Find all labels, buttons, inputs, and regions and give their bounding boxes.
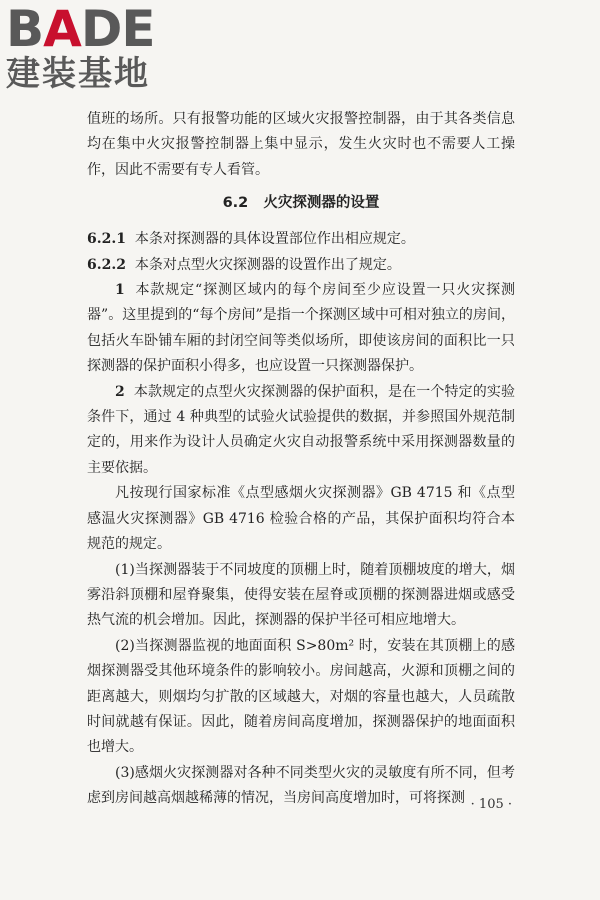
bade-logo <box>6 0 176 94</box>
item-1-paragraph <box>87 278 515 380</box>
logo-wordmark: BADE <box>6 0 155 58</box>
item-text: 本款规定“探测区域内的每个房间至少应设置一只火灾探测器”。这里提到的“每个房间”是指一个探测区域中可相对独立的房间，包括火车卧铺车厢的封闭空间等类似场所，即使该房间的面积比一只探测器的保护面积小得多，也应设置一只探测器保护。 <box>87 282 516 375</box>
item-number: 2 <box>115 383 125 400</box>
page-number: · 105 · <box>470 797 512 812</box>
clause-text: 本条对探测器的具体设置部位作出相应规定。 <box>134 231 415 248</box>
section-title: 火灾探测器的设置 <box>263 195 380 212</box>
clause-number: 6.2.1 <box>87 231 126 248</box>
clause-text: 本条对点型火灾探测器的设置作出了规定。 <box>134 256 401 273</box>
logo-subtitle: 建装基地 <box>6 54 150 94</box>
item-2-paragraph <box>87 380 515 482</box>
page-body <box>87 107 515 812</box>
section-heading <box>87 192 515 214</box>
section-number: 6.2 <box>222 195 249 212</box>
clause-6-2-1 <box>87 227 515 252</box>
point-3-paragraph: (3)感烟火灾探测器对各种不同类型火灾的灵敏度有所不同，但考虑到房间越高烟越稀薄的情况，当房间高度增加时，可将探测 <box>87 764 515 807</box>
clause-number: 6.2.2 <box>87 256 126 273</box>
point-2-paragraph: (2)当探测器监视的地面面积 S>80m² 时，安装在其顶棚上的感烟探测器受其他环境条件的影响较小。房间越高，火源和顶棚之间的距离越大，则烟均匀扩散的区域越大，对烟的容量也越大，人员疏散时间就越有保证。因此，随着房间高度增加，探测器保护的地面面积也增大。 <box>87 637 515 756</box>
standards-paragraph: 凡按现行国家标准《点型感烟火灾探测器》GB 4715 和《点型感温火灾探测器》GB 4716 检验合格的产品，其保护面积均符合本规范的规定。 <box>87 485 515 553</box>
point-1-paragraph: (1)当探测器装于不同坡度的顶棚上时，随着顶棚坡度的增大，烟雾沿斜顶棚和屋脊聚集，使得安装在屋脊或顶棚的探测器进烟或感受热气流的机会增加。因此，探测器的保护半径可相应地增大。 <box>87 561 515 629</box>
item-number: 1 <box>115 282 125 299</box>
logo-accent-letter: A <box>43 0 81 58</box>
item-text: 本款规定的点型火灾探测器的保护面积，是在一个特定的实验条件下，通过 4 种典型的试验火试验提供的数据，并参照国外规范制定的，用来作为设计人员确定火灾自动报警系统中采用探测器数量的主要依据。 <box>87 383 515 476</box>
clause-6-2-2 <box>87 253 515 278</box>
intro-paragraph: 值班的场所。只有报警功能的区域火灾报警控制器，由于其各类信息均在集中火灾报警控制器上集中显示，发生火灾时也不需要人工操作，因此不需要有专人看管。 <box>87 111 515 178</box>
